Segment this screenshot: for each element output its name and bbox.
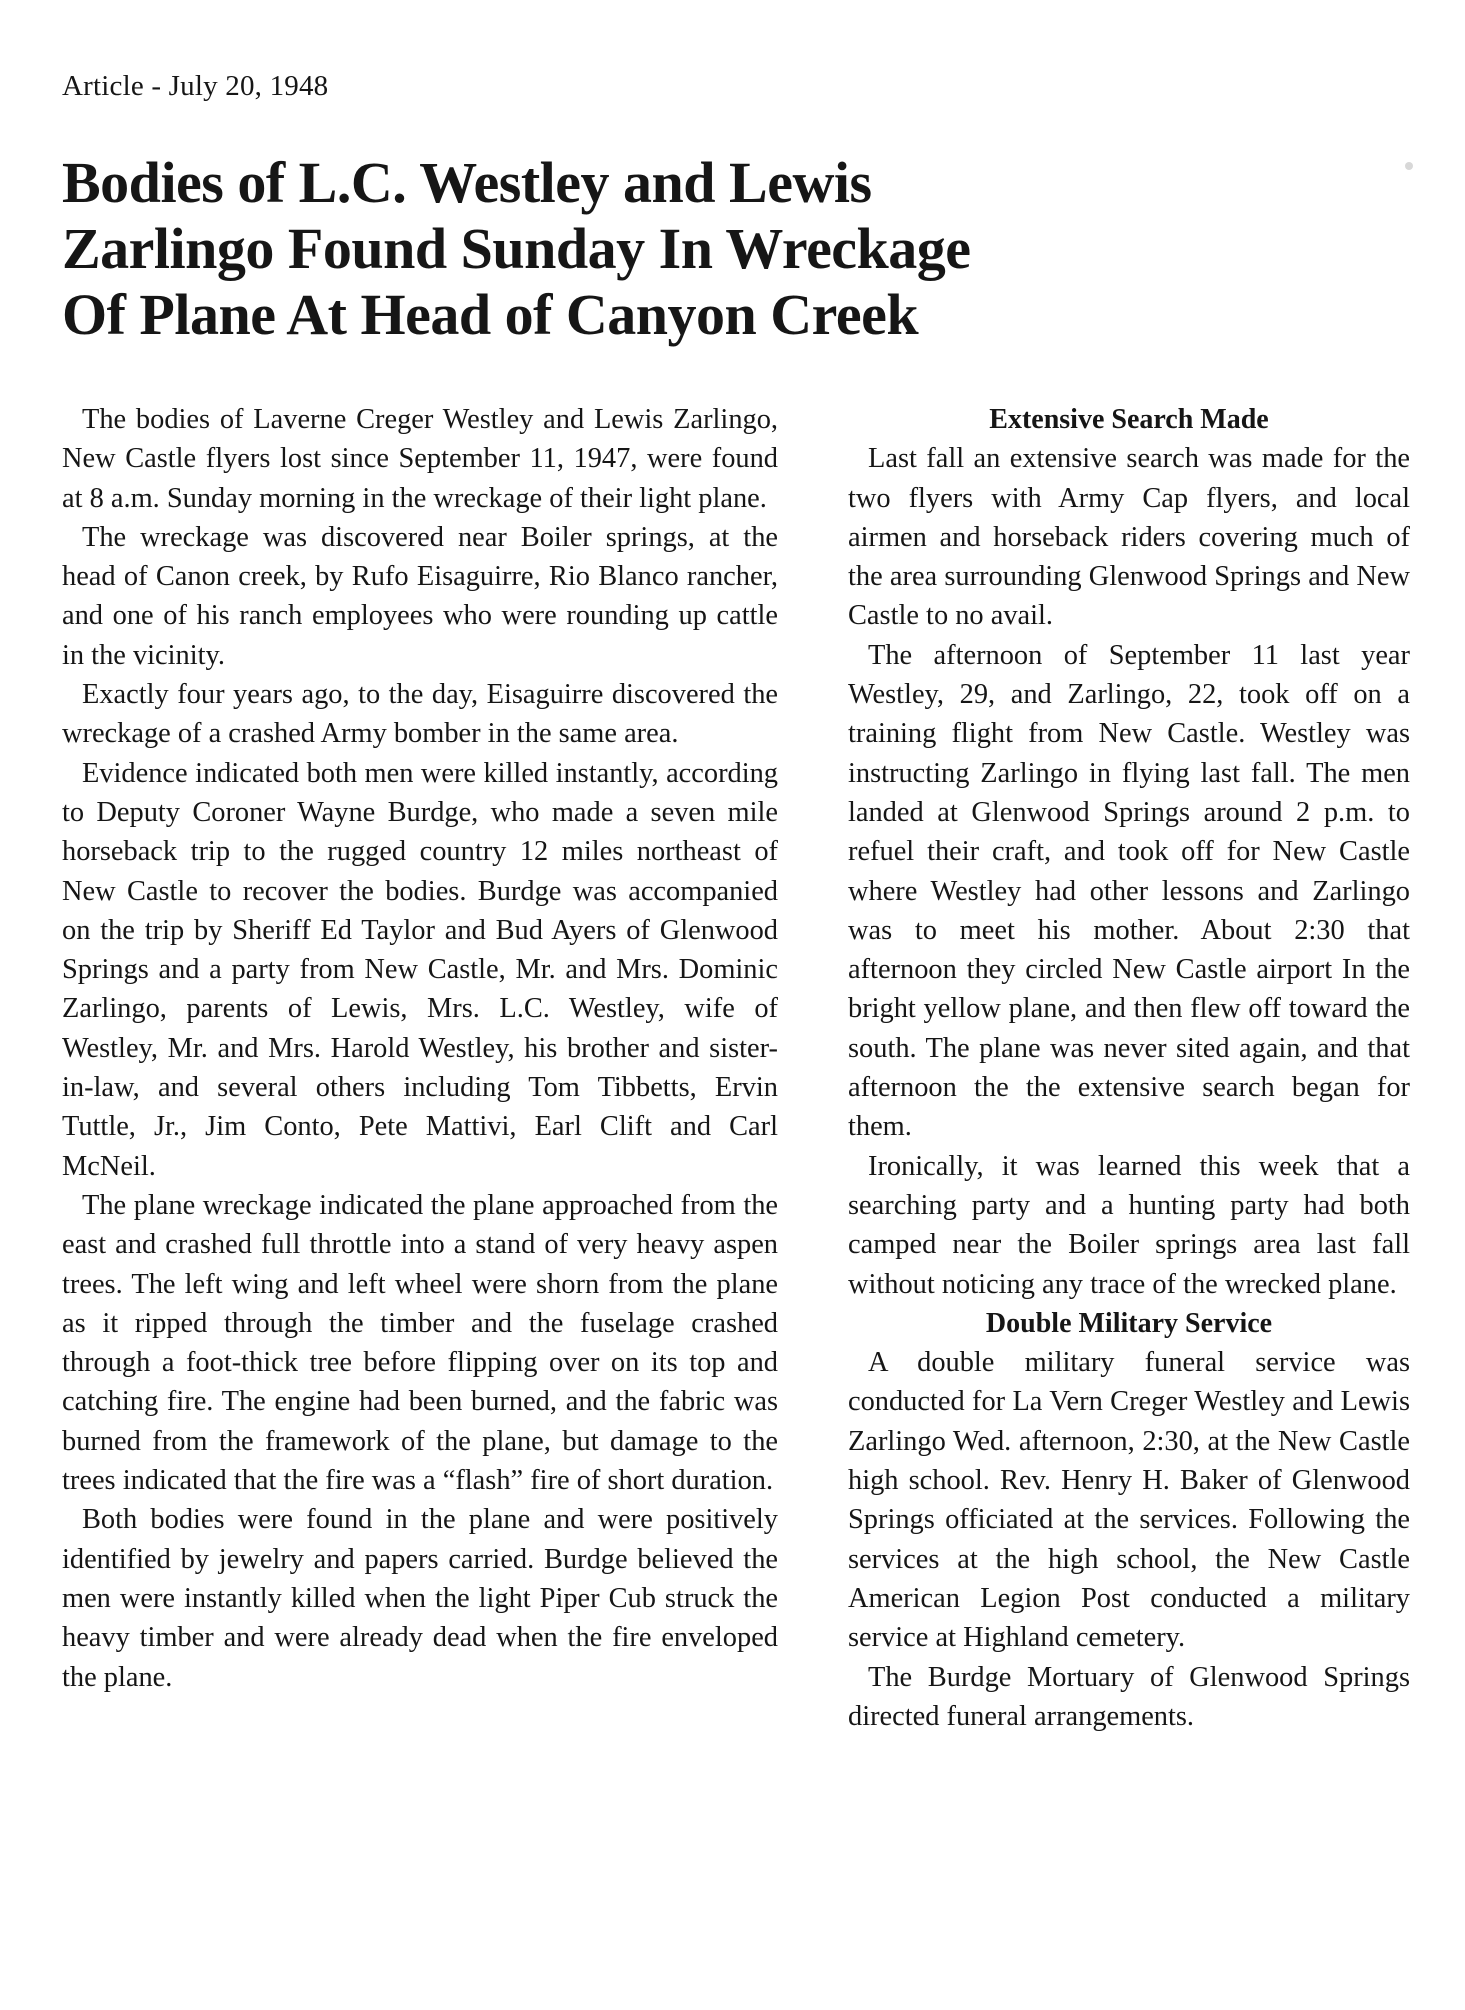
left-column [62,400,778,1697]
headline-line: Zarlingo Found Sunday In Wreckage [62,216,971,281]
headline-line: Bodies of L.C. Westley and Lewis [62,150,872,215]
body-paragraph: The Burdge Mortuary of Glenwood Springs directed funeral arrangements. [848,1661,1410,1732]
article-dateline: Article - July 20, 1948 [62,70,329,102]
body-paragraph: The afternoon of September 11 last year Westley, 29, and Zarlingo, 22, took off on a training flight from New Castle. Westley was instructing Zarlingo in flying last fall. The men landed at Glenwood Springs around 2 p.m. to refuel their craft, and took off for New Castle where Westley had other lessons and Zarlingo was to meet his mother. About 2:30 that afternoon they circled New Castle airport In the bright yellow plane, and then flew off toward the south. The plane was never sited again, and that afternoon the the extensive search began for them. [848,639,1410,1143]
headline-line: Of Plane At Head of Canyon Creek [62,282,919,347]
body-paragraph: Evidence indicated both men were killed instantly, according to Deputy Coroner Wayne Burdge, who made a seven mile horseback trip to the rugged country 12 miles northeast of New Castle to recover the bodies. Burdge was accompanied on the trip by Sheriff Ed Taylor and Bud Ayers of Glenwood Springs and a party from New Castle, Mr. and Mrs. Dominic Zarlingo, parents of Lewis, Mrs. L.C. Westley, wife of Westley, Mr. and Mrs. Harold Westley, his brother and sister-in-law, and several others including Tom Tibbetts, Ervin Tuttle, Jr., Jim Conto, Pete Mattivi, Earl Clift and Carl McNeil. [62,757,778,1182]
body-paragraph: Last fall an extensive search was made for the two flyers with Army Cap flyers, and local airmen and horseback riders covering much of the area surrounding Glenwood Springs and New Castle to no avail. [848,443,1410,632]
article-headline [62,150,1042,348]
body-paragraph: Exactly four years ago, to the day, Eisaguirre discovered the wreckage of a crashed Army bomber in the same area. [62,679,778,750]
body-paragraph: The plane wreckage indicated the plane approached from the east and crashed full throttle into a stand of very heavy aspen trees. The left wing and left wheel were shorn from the plane as it ripped through the timber and the fuselage crashed through a foot-thick tree before flipping over on its top and catching fire. The engine had been burned, and the fabric was burned from the framework of the plane, but damage to the trees indicated that the fire was a “flash” fire of short duration. [62,1189,778,1497]
body-paragraph: Both bodies were found in the plane and were positively identified by jewelry and papers carried. Burdge believed the men were instantly killed when the light Piper Cub struck the heavy timber and were already dead when the fire enveloped the plane. [62,1504,778,1693]
body-paragraph: Ironically, it was learned this week that a searching party and a hunting party had both camped near the Boiler springs area last fall without noticing any trace of the wrecked plane. [848,1150,1410,1300]
body-paragraph: A double military funeral service was conducted for La Vern Creger Westley and Lewis Zarlingo Wed. afternoon, 2:30, at the New Castle high school. Rev. Henry H. Baker of Glenwood Springs officiated at the services. Following the services at the high school, the New Castle American Legion Post conducted a military service at Highland cemetery. [848,1347,1410,1654]
scan-speck [1405,162,1413,170]
section-heading-service: Double Military Service [985,1307,1273,1339]
body-paragraph: The wreckage was discovered near Boiler springs, at the head of Canon creek, by Rufo Eisaguirre, Rio Blanco rancher, and one of his ranch employees who were rounding up cattle in the vicinity. [62,521,778,671]
section-heading-search: Extensive Search Made [989,404,1269,435]
body-paragraph: The bodies of Laverne Creger Westley and Lewis Zarlingo, New Castle flyers lost since September 11, 1947, were found at 8 a.m. Sunday morning in the wreckage of their light plane. [62,404,778,514]
right-column [848,400,1410,1736]
